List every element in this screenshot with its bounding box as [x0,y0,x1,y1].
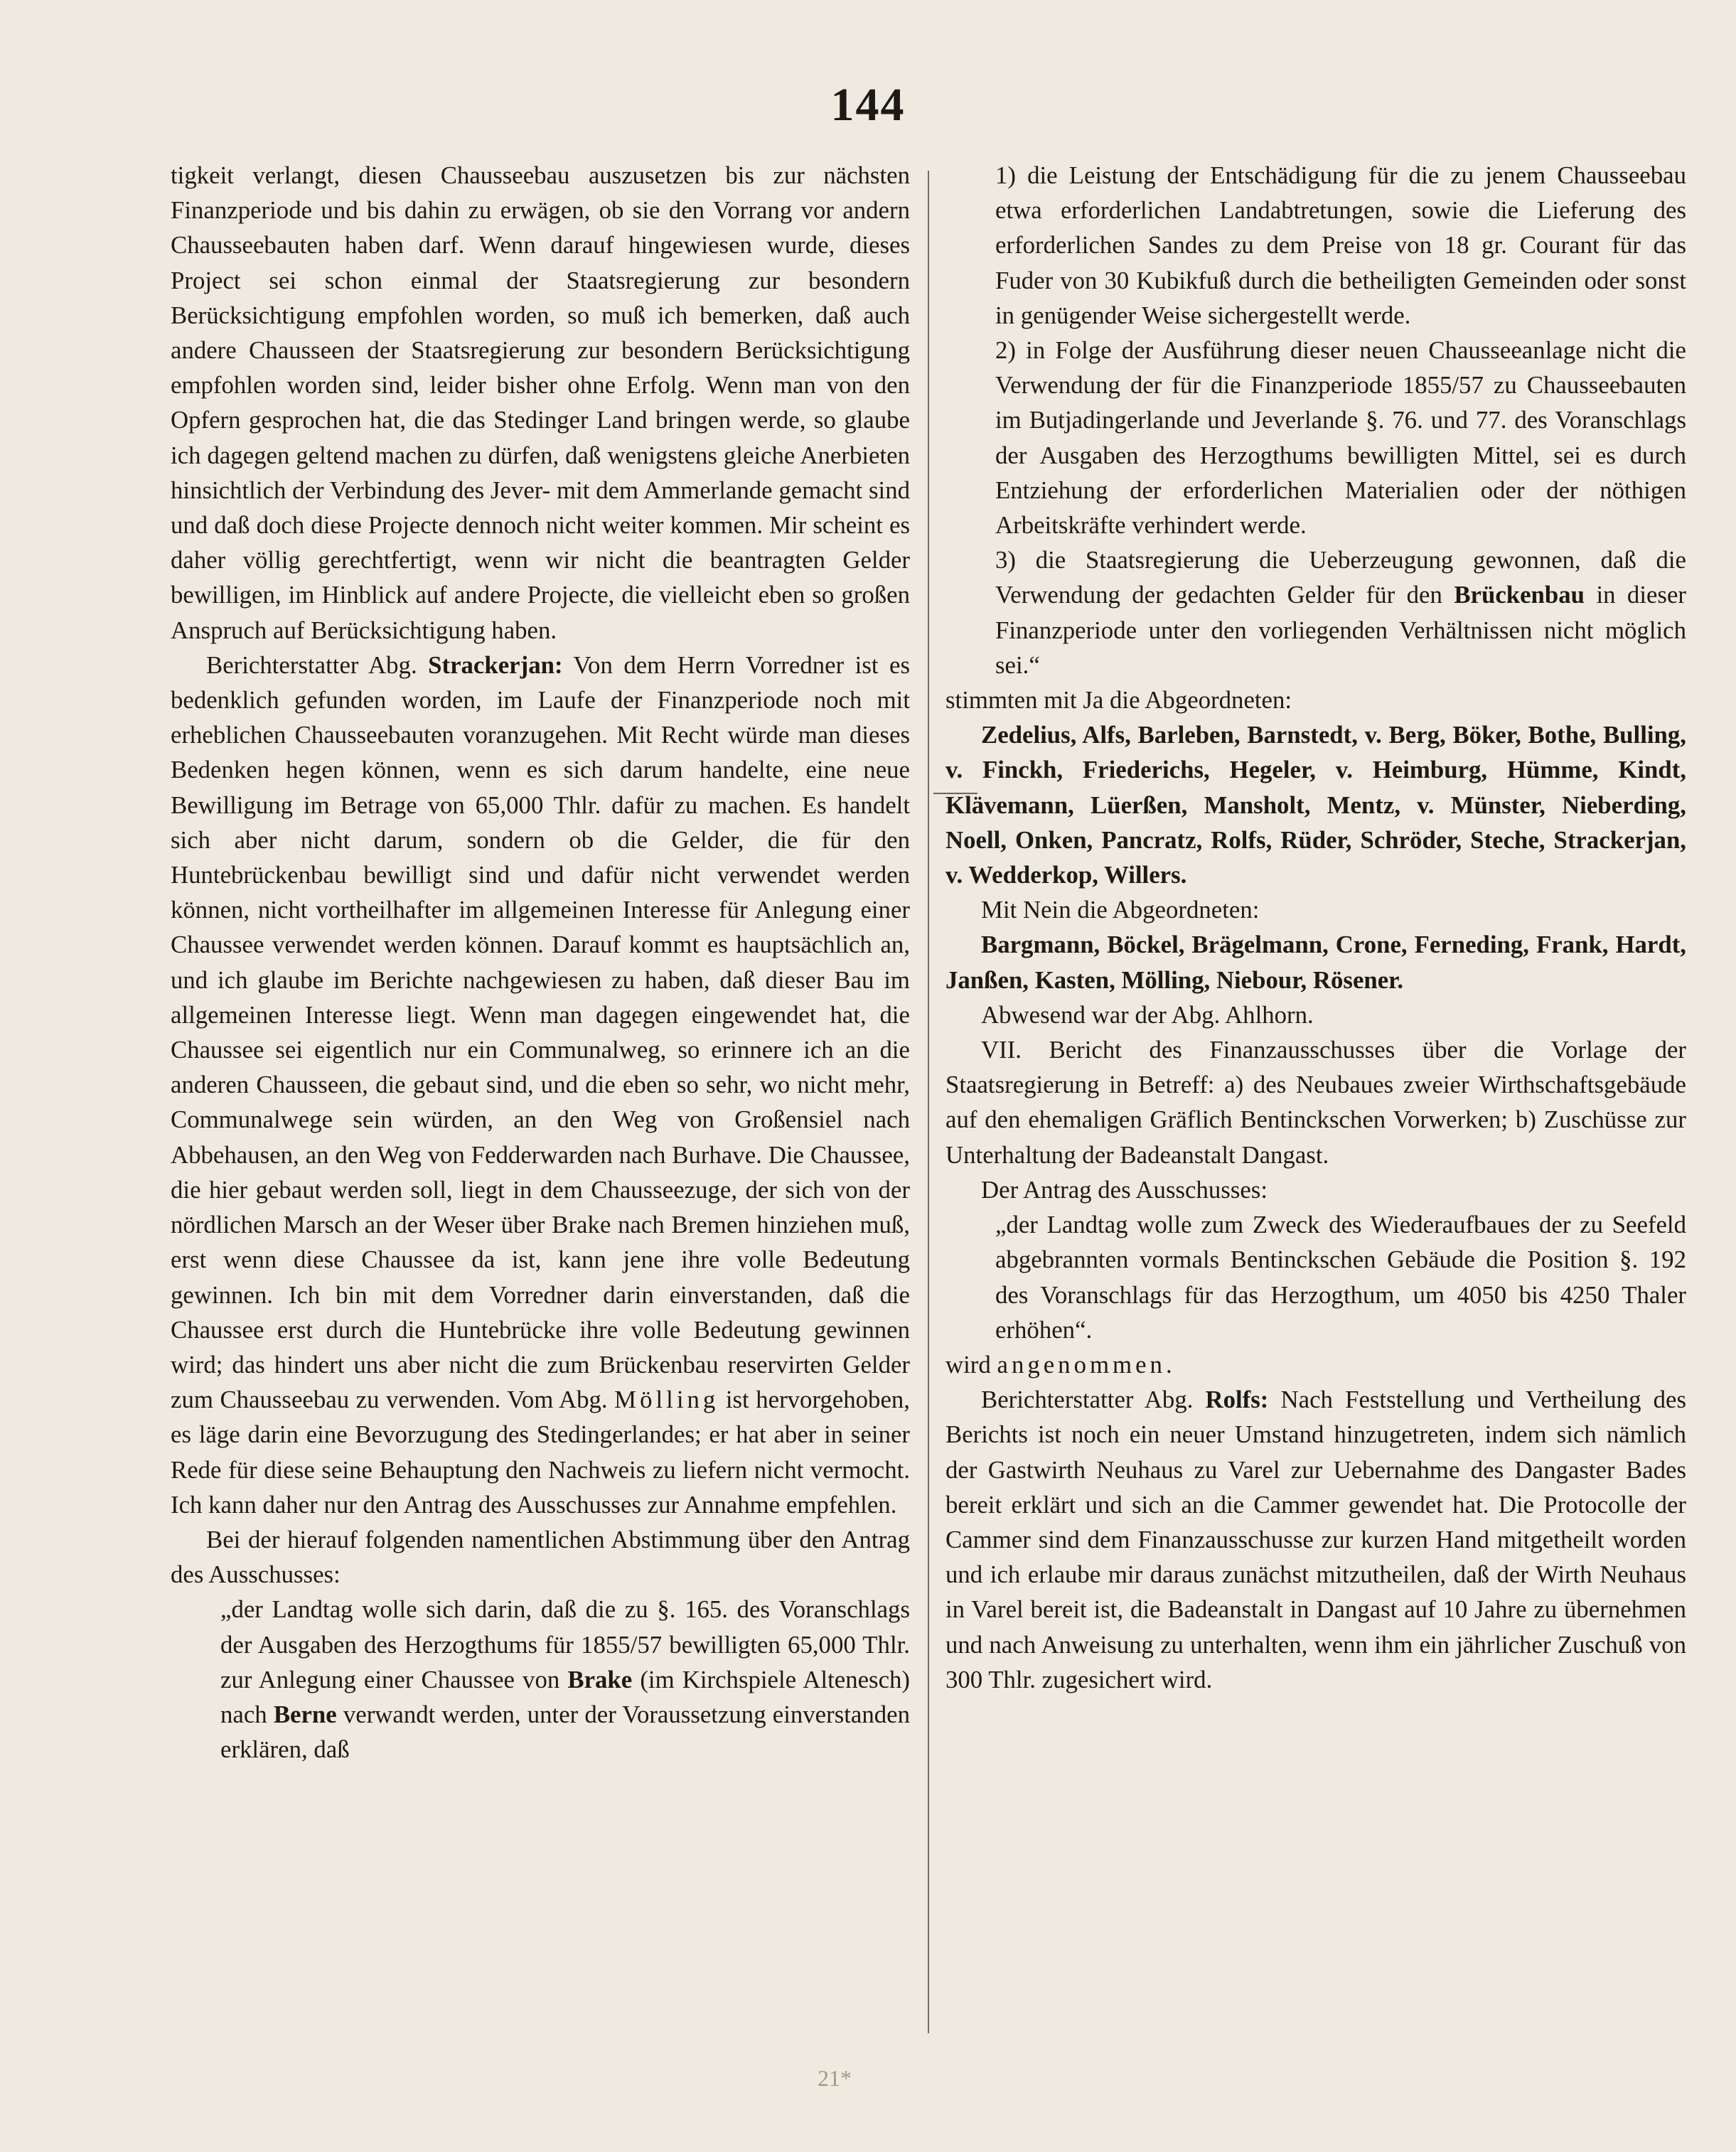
motion-heading: Der Antrag des Ausschusses: [981,1175,1268,1204]
vote-no-names: Bargmann, Böckel, Brägelmann, Crone, Ferneding, Frank, Hardt, Janßen, Kasten, Mölling, Niebour, Rösener. [945,931,1686,994]
quotation: „der Landtag wolle zum Zweck des Wiederaufbaues der zu Seefeld abgebrannten vormals Bentinckschen Gebäude die Position §. 192 des Voranschlags für das Herzogthum, um 4050 bis 4250 Thaler erhöhen“. [995,1211,1686,1344]
vote-yes-names: Zedelius, Alfs, Barleben, Barnstedt, v. Berg, Böker, Bothe, Bulling, v. Finckh, Friederichs, Hegeler, v. Heimburg, Hümme, Kindt, Klävemann, Lüerßen, Mansholt, Mentz, v. Münster, Nieberding, Noell, Onken, Pancratz, Rolfs, Rüder, Schröder, Steche, Strackerjan, v. Wedderkop, Willers. [945,721,1686,889]
condition-1: 1) die Leistung der Entschädigung für die zu jenem Chausseebau etwa erforderlichen Landabtretungen, sowie die Lieferung des erforderlichen Sandes zu dem Preise von 18 gr. Courant für das Fuder von 30 Kubikfuß durch die betheiligten Gemeinden oder sonst in genügender Weise sichergestellt werde. [995,161,1686,329]
quotation: „der Landtag wolle sich darin, daß die zu §. 165. des Voranschlags der Ausgaben des Herzogthums für 1855/57 bewilligten 65,000 Thlr. zur Anlegung einer Chaussee von Brake (im Kirchspiele Altenesch) nach Berne verwandt werden, unter der Voraussetzung einverstanden erklären, daß [220,1595,910,1764]
right-column [945,158,1686,2035]
page-number: 144 [830,79,906,131]
speaker-label: Berichterstatter Abg. [981,1386,1194,1414]
condition-2: 2) in Folge der Ausführung dieser neuen Chausseeanlage nicht die Verwendung der für die Finanzperiode 1855/57 zu Chausseebauten im Butjadingerlande und Jeverlande §. 76. und 77. des Voranschlags der Ausgaben des Herzogthums bewilligten Mittel, sei es durch Entziehung der erforderlichen Materialien oder der nöthigen Arbeitskräfte verhindert werde. [995,336,1686,540]
vote-yes-heading: stimmten mit Ja die Abgeordneten: [945,686,1292,714]
place-name: Brake [567,1665,633,1693]
paragraph: Berichterstatter Abg. Rolfs: Nach Feststellung und Vertheilung des Berichts ist noch ein neuer Umstand hinzugetreten, indem sich nämlich der Gastwirth Neuhaus zu Varel zur Uebernahme des Dangaster Bades bereit erklärt und sich an die Cammer gewendet hat. Die Protocolle der Cammer sind dem Finanzausschusse zur kurzen Hand mitgetheilt worden und ich erlaube mir daraus zunächst mitzutheilen, daß der Wirth Neuhaus in Varel bereit ist, die Badeanstalt in Dangast auf 10 Jahre zu übernehmen und nach Anweisung zu unterhalten, wenn ihm ein jährlicher Zuschuß von 300 Thlr. zugesichert wird. [945,1386,1686,1693]
column-divider [928,171,929,2033]
result: wird angenommen. [945,1350,1176,1379]
left-column [171,158,910,2035]
paragraph: tigkeit verlangt, diesen Chausseebau auszusetzen bis zur nächsten Finanzperiode und bis dahin zu erwägen, ob sie den Vorrang vor andern Chausseebauten haben darf. Wenn darauf hingewiesen wurde, dieses Project sei schon einmal der Staatsregierung zur besondern Berücksichtigung empfohlen worden, so muß ich bemerken, daß auch andere Chausseen der Staatsregierung zur besondern Berücksichtigung empfohlen worden sind, leider bisher ohne Erfolg. Wenn man von den Opfern gesprochen hat, die das Stedinger Land bringen werde, so glaube ich dagegen geltend machen zu dürfen, daß wenigstens gleiche Anerbieten hinsichtlich der Verbindung des Jever- mit dem Ammerlande gemacht sind und daß doch diese Projecte dennoch nicht weiter kommen. Mir scheint es daher völlig gerechtfertigt, wenn wir nicht die beantragten Gelder bewilligen, im Hinblick auf andere Projecte, die vielleicht eben so großen Anspruch auf Berücksichtigung haben. [171,161,910,644]
speaker-name: Strackerjan: [428,651,563,679]
speaker-name-inline: Mölling [614,1386,719,1414]
place-name: Berne [273,1700,337,1728]
signature-mark: 21* [818,2065,852,2091]
vote-no-heading: Mit Nein die Abgeordneten: [981,896,1260,924]
absent-note: Abwesend war der Abg. Ahlhorn. [981,1000,1314,1029]
speaker-label: Berichterstatter Abg. [206,651,417,679]
paragraph: Berichterstatter Abg. Strackerjan: Von dem Herrn Vorredner ist es bedenklich gefunden worden, im Laufe der Finanzperiode noch mit erheblichen Chausseebauten voranzugehen. Mit Recht würde man dieses Bedenken hegen können, wenn es sich darum handelte, eine neue Bewilligung im Betrage von 65,000 Thlr. dafür zu machen. Es handelt sich aber nicht darum, sondern ob die Gelder, die für den Huntebrückenbau bewilligt sind und dafür nicht verwendet werden können, nicht vortheilhafter im allgemeinen Interesse für Anlegung einer Chaussee verwendet werden können. Darauf kommt es hauptsächlich an, und ich glaube im Berichte nachgewiesen zu haben, daß dieser Bau im allgemeinen Interesse liegt. Wenn man dagegen eingewendet hat, die Chaussee sei eigentlich nur ein Communalweg, so erinnere ich an die anderen Chausseen, die gebaut sind, und die eben so sehr, wo nicht mehr, Communalwege sein würden, an den Weg von Großensiel nach Abbehausen, an den Weg von Fedderwarden nach Burhave. Die Chaussee, die hier gebaut werden soll, liegt in dem Chausseezuge, der sich von der nördlichen Marsch an der Weser über Brake nach Bremen hinziehen muß, erst wenn diese Chaussee da ist, kann jene ihre volle Bedeutung gewinnen. Ich bin mit dem Vorredner darin einverstanden, daß die Chaussee erst durch die Huntebrücke ihre volle Bedeutung gewinnen wird; das hindert uns aber nicht die zum Brückenbau reservirten Gelder zum Chausseebau zu verwenden. Vom Abg. Mölling ist hervorgehoben, es läge darin eine Bevorzugung des Stedingerlandes; er hat aber in seiner Rede für diese seine Behauptung den Nachweis zu liefern nicht vermocht. Ich kann daher nur den Antrag des Ausschusses zur Annahme empfehlen. [171,651,910,1519]
speaker-name: Rolfs: [1205,1386,1269,1414]
condition-3: 3) die Staatsregierung die Ueberzeugung gewonnen, daß die Verwendung der gedachten Gelder für den Brückenbau in dieser Finanzperiode unter den vorliegenden Verhältnissen nicht möglich sei.“ [995,546,1686,679]
bold-term: Brückenbau [1454,581,1585,609]
section-heading: VII. Bericht des Finanzausschusses über die Vorlage der Staatsregierung in Betreff: a) des Neubaues zweier Wirthschaftsgebäude auf den ehemaligen Gräflich Bentinckschen Vorwerken; b) Zuschüsse zur Unterhaltung der Badeanstalt Dangast. [945,1036,1686,1169]
paragraph: Bei der hierauf folgenden namentlichen Abstimmung über den Antrag des Ausschusses: [171,1525,910,1589]
